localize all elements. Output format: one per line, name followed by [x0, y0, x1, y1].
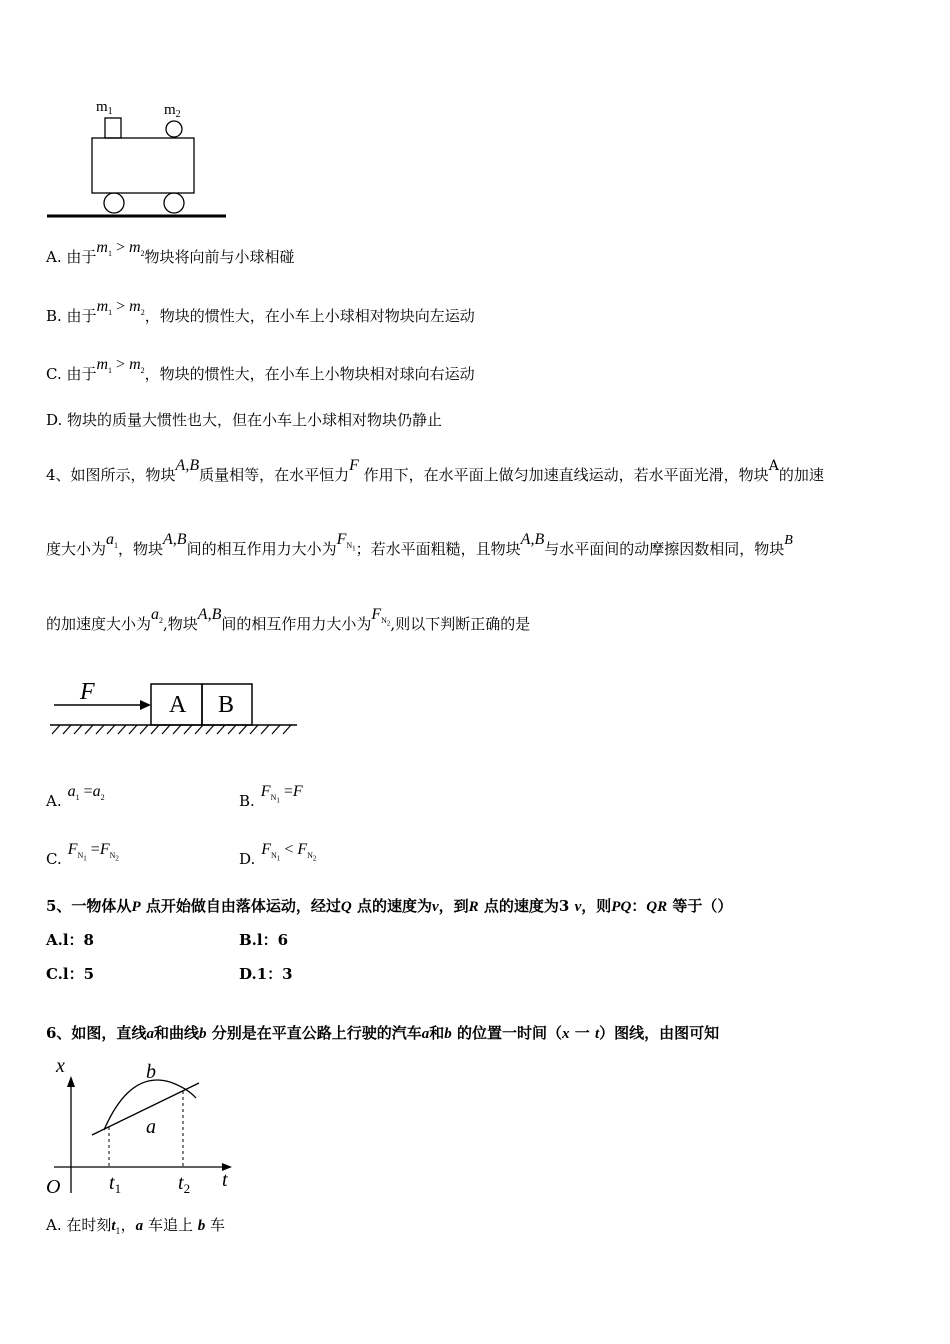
q5-option-d: D.1：3 — [239, 965, 293, 983]
block-a-label: A — [169, 692, 187, 718]
q3-option-b: B. 由于$m_1 > m_2$，物块的惯性大，在小车上小球相对物块向左运动 — [46, 298, 475, 325]
q3-option-c: C. 由于$m_1 > m_2$，物块的惯性大，在小车上小物块相对球向右运动 — [46, 356, 475, 383]
y-axis-arrow — [67, 1076, 75, 1087]
q6-stem: 6、如图，直线a和曲线b 分别是在平直公路上行驶的汽车a和b 的位置一时间（x 一 t）图线，由图可知 — [46, 1024, 720, 1042]
q6-option-a: A. 在时刻$t_1$，a 车追上 b 车 — [46, 1216, 226, 1236]
t2-label: $t_2$ — [178, 1172, 191, 1196]
q5-option-b: B.l：6 — [239, 931, 289, 949]
q4-line-2: 度大小为$a_1$，物块A,B间的相互作用力大小为$F_{N1}$；若水平面粗糙，且物块A,B与水平面间的动摩擦因数相同，物块B — [46, 531, 793, 558]
origin-label: O — [46, 1176, 61, 1198]
m1-label: $m_1$ — [96, 99, 113, 117]
q5-stem: 5、一物体从P 点开始做自由落体运动，经过Q 点的速度为v，到R 点的速度为3 v，则PQ：QR 等于（） — [46, 897, 733, 915]
block-b-label: B — [218, 692, 235, 718]
q4-line-3: 的加速度大小为$a_2$,物块A,B间的相互作用力大小为$F_{N2}$,则以下判断正确的是 — [46, 606, 531, 633]
q3-option-d: D. 物块的质量大惯性也大，但在小车上小球相对物块仍静止 — [46, 411, 443, 429]
q5-option-c: C.l：5 — [46, 965, 95, 983]
q4-option-a: $A.a_1 =a_2$ — [46, 783, 105, 810]
q4-line-1: 4、如图所示，物块A,B质量相等，在水平恒力F 作用下，在水平面上做匀加速直线运动，若水平面光滑，物块A的加速 — [46, 457, 824, 484]
curve-b-label: b — [146, 1061, 156, 1083]
q5-option-a: A.l：8 — [46, 931, 94, 949]
t-axis-label: t — [222, 1169, 228, 1191]
force-label: F — [80, 679, 95, 705]
m2-label: $m_2$ — [164, 102, 181, 120]
line-a-label: a — [146, 1116, 156, 1138]
q4-option-b: $B.F_{N1} =F$ — [239, 783, 303, 810]
q3-option-a: A. 由于$m_1 > m_2$物块将向前与小球相碰 — [46, 239, 295, 266]
q4-option-d: $D.F_{N1} < F_{N2}$ — [239, 841, 317, 868]
q4-option-c: $C.F_{N1} =F_{N2}$ — [46, 841, 119, 868]
x-axis-label: x — [56, 1055, 65, 1077]
t1-label: $t_1$ — [109, 1172, 122, 1196]
